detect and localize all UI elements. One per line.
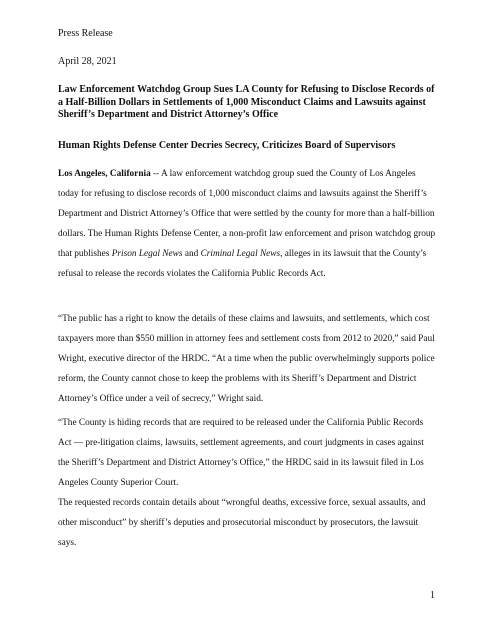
release-date: April 28, 2021 <box>58 56 117 67</box>
headline: Law Enforcement Watchdog Group Sues LA County for Refusing to Disclose Records of a Half-Billion Dollars in Settlements of 1,000 Misconduct Claims and Lawsuits against Sheriff’s Department and District Attorney’s Office <box>58 84 435 120</box>
page-number: 1 <box>430 590 435 601</box>
paragraph-1 <box>58 164 436 284</box>
paragraph-3: “The County is hiding records that are required to be released under the California Public Records Act — pre-litigation claims, lawsuits, settlement agreements, and court judgments in cases against the Sheriff’s Department and District Attorney’s Office,” the HRDC said in its lawsuit filed in Los Angeles County Superior Court. <box>58 418 424 488</box>
paragraph-4: The requested records contain details about “wrongful deaths, excessive force, sexual assaults, and other misconduct” by sheriff’s deputies and prosecutorial misconduct by prosecutors, the lawsuit says. <box>58 498 426 548</box>
paragraph-1-text-b: and <box>182 249 201 259</box>
publication-prison-legal-news: Prison Legal News <box>111 249 183 259</box>
dateline: Los Angeles, California <box>58 169 151 179</box>
paragraph-1-text-a: -- A law enforcement watchdog group sued the County of Los Angeles today for refusing to disclose records of 1,000 misconduct claims and lawsuits against the Sheriff’s Department and District Attorney’s Office that were settled by the county for more than a half-billion dollars. The Human Rights Defense Center, a non-profit law enforcement and prison watchdog group that publishes <box>58 169 436 259</box>
subheadline: Human Rights Defense Center Decries Secrecy, Criticizes Board of Supervisors <box>58 140 396 151</box>
publication-criminal-legal-news: Criminal Legal News <box>200 249 281 259</box>
paragraph-2: “The public has a right to know the details of these claims and lawsuits, and settlements, which cost taxpayers more than $550 million in attorney fees and settlement costs from 2012 to 2020,” said Paul Wright, executive director of the HRDC. “At a time when the public overwhelmingly supports police reform, the County cannot chose to keep the problems with its Sheriff’s Department and District Attorney’s Office under a veil of secrecy,” Wright said. <box>58 314 435 404</box>
press-release-label: Press Release <box>58 28 113 39</box>
paragraph-1-text-c: , alleges in its lawsuit that the County’s refusal to release the records violates the California Public Records Act. <box>58 249 427 279</box>
